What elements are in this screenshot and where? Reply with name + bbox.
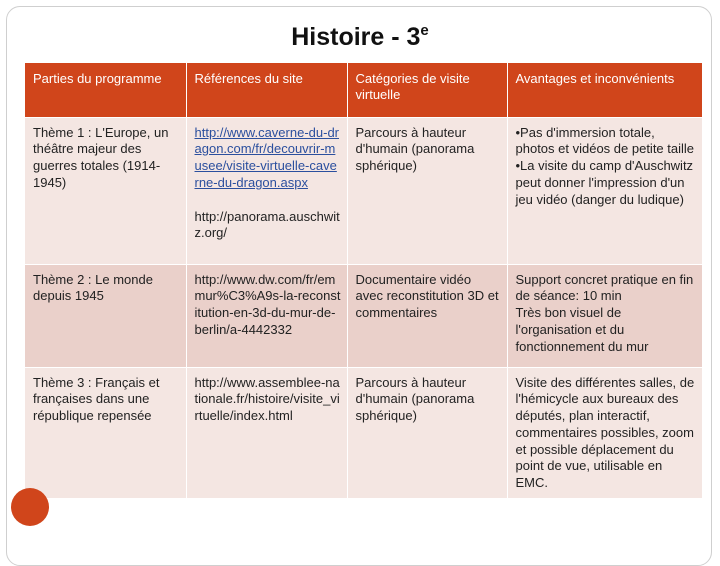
table-header-row bbox=[25, 63, 702, 117]
slide-title bbox=[0, 22, 720, 52]
caverne-du-dragon-link[interactable]: http://www.caverne-du-dragon.com/fr/decouvrir-musee/visite-virtuelle-caverne-du-dragon.aspx bbox=[194, 124, 340, 190]
cell-avantages: Visite des différentes salles, de l'hémicycle aux bureaux des députés, plan interactif, commentaires possibles, zoom et possible déplacement du point de vue, utilisable en EMC. bbox=[507, 367, 702, 498]
header-references: Références du site bbox=[186, 63, 347, 117]
table-row bbox=[25, 117, 702, 264]
resources-table bbox=[25, 63, 703, 498]
title-superscript: e bbox=[420, 22, 429, 39]
table-row bbox=[25, 367, 702, 498]
cell-partie: Thème 3 : Français et françaises dans une république repensée bbox=[25, 367, 186, 498]
table-row bbox=[25, 264, 702, 367]
cell-categorie: Parcours à hauteur d'humain (panorama sphérique) bbox=[347, 367, 507, 498]
auschwitz-panorama-url: http://panorama.auschwitz.org/ bbox=[194, 208, 340, 241]
header-avantages: Avantages et inconvénients bbox=[507, 63, 702, 117]
cell-reference bbox=[186, 117, 347, 264]
title-text: Histoire - 3 bbox=[291, 23, 421, 51]
cell-categorie: Parcours à hauteur d'humain (panorama sphérique) bbox=[347, 117, 507, 264]
cell-avantages: •Pas d'immersion totale, photos et vidéos de petite taille •La visite du camp d'Auschwitz peut donner l'impression d'un jeu vidéo (danger du ludique) bbox=[507, 117, 702, 264]
cell-avantages: Support concret pratique en fin de séance: 10 min Très bon visuel de l'organisation et du fonctionnement du mur bbox=[507, 264, 702, 367]
header-categories: Catégories de visite virtuelle bbox=[347, 63, 507, 117]
cell-categorie: Documentaire vidéo avec reconstitution 3D et commentaires bbox=[347, 264, 507, 367]
cell-partie: Thème 2 : Le monde depuis 1945 bbox=[25, 264, 186, 367]
slide-number-circle bbox=[11, 488, 49, 526]
cell-reference: http://www.dw.com/fr/emmur%C3%A9s-la-reconstitution-en-3d-du-mur-de-berlin/a-4442332 bbox=[186, 264, 347, 367]
header-parties: Parties du programme bbox=[25, 63, 186, 117]
cell-partie: Thème 1 : L'Europe, un théâtre majeur des guerres totales (1914-1945) bbox=[25, 117, 186, 264]
cell-reference: http://www.assemblee-nationale.fr/histoire/visite_virtuelle/index.html bbox=[186, 367, 347, 498]
